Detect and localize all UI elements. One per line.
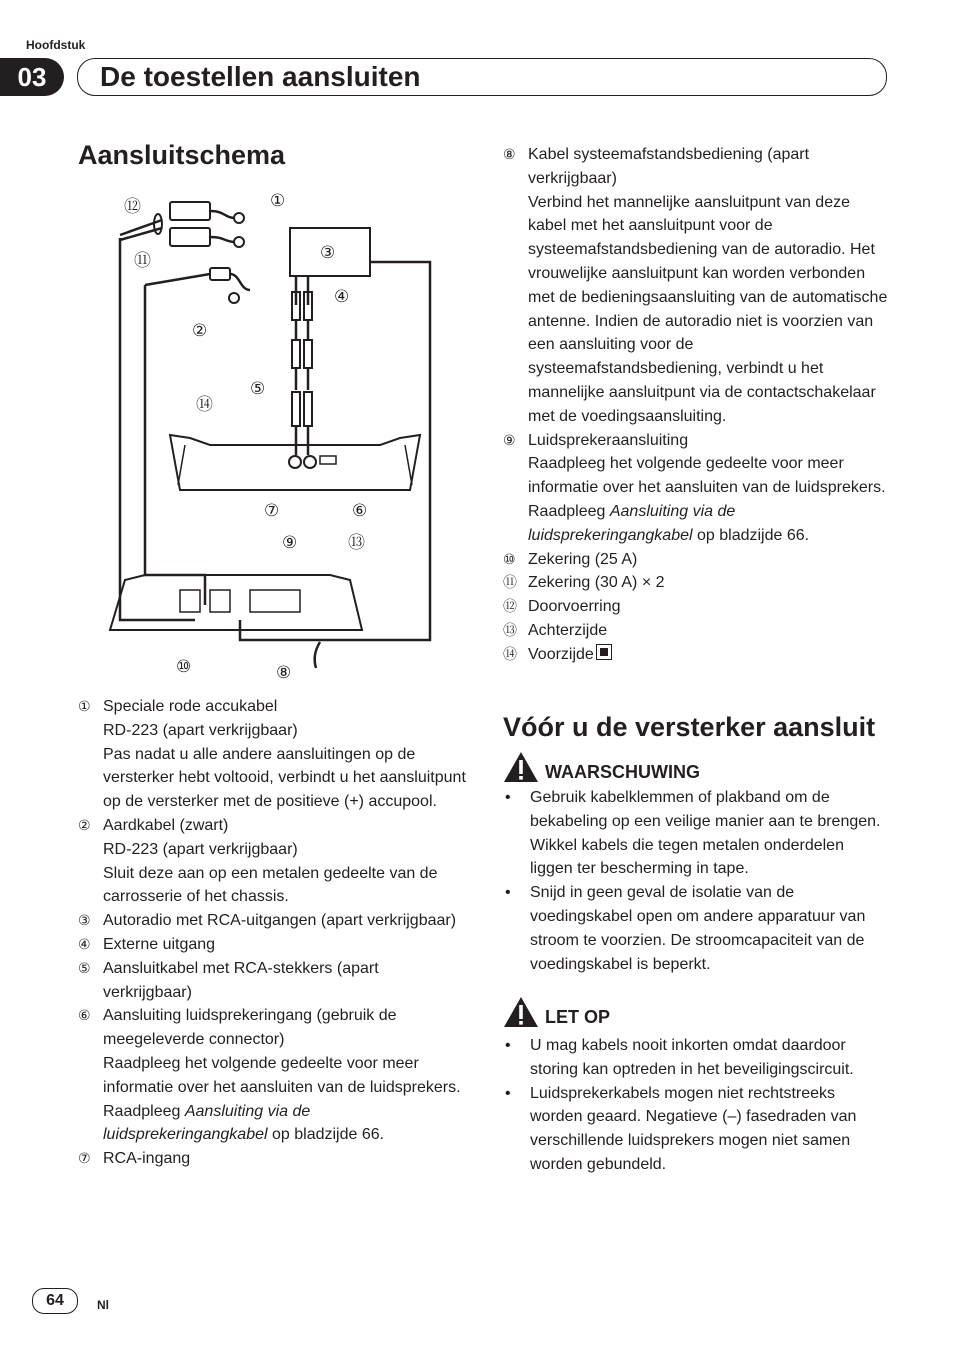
list-item: • U mag kabels nooit inkorten omdat daardoor storing kan optreden in het beveiligingscircuit. — [505, 1037, 854, 1078]
callout-3: ③ — [320, 243, 336, 263]
list-item: ⑪ Zekering (30 A) × 2 — [503, 574, 665, 592]
wiring-diagram — [100, 180, 480, 690]
chapter-number: 03 — [0, 58, 64, 96]
list-item: • Snijd in geen geval de isolatie van de voedingskabel open om andere apparatuur van stroom te voorzien. De stroomcapaciteit van de voedingskabel is beperkt. — [505, 884, 866, 973]
list-item: ⑬ Achterzijde — [503, 621, 608, 639]
list-item: ⑩ Zekering (25 A) — [503, 550, 638, 568]
callout-4: ④ — [334, 287, 350, 307]
cross-reference-link: Aansluiting via de luidsprekeringangkabel — [103, 1102, 311, 1144]
list-item: ⑤ Aansluitkabel met RCA-stekkers (apart verkrijgbaar) — [78, 959, 379, 1001]
callout-7: ⑦ — [264, 501, 280, 521]
warning-heading — [503, 750, 700, 783]
warning-list — [503, 786, 891, 976]
warning-triangle-icon — [503, 751, 539, 783]
end-square-icon — [596, 644, 612, 660]
callout-1: ① — [270, 191, 286, 211]
section-title-aansluitschema: Aansluitschema — [78, 140, 286, 170]
callout-11: ⑪ — [134, 251, 151, 271]
list-item: ② Aardkabel (zwart) RD-223 (apart verkrijgbaar) Sluit deze aan op een metalen gedeelte van de carrosserie of het chassis. — [78, 816, 438, 906]
callout-6: ⑥ — [352, 501, 368, 521]
chapter-label: Hoofdstuk — [26, 38, 86, 52]
callout-10: ⑩ — [176, 657, 192, 677]
list-item: ⑨ Luidsprekeraansluiting Raadpleeg het volgende gedeelte voor meer informatie over het aansluiten van de luidsprekers. Raadpleeg Aansluiting via de luidsprekeringangkabel op bladzijde 66. — [503, 431, 886, 544]
section-title-voor-aansluiten: Vóór u de versterker aansluit — [503, 712, 876, 742]
warning-title: WAARSCHUWING — [545, 762, 700, 782]
caution-list — [503, 1034, 891, 1177]
page-number: 64 — [32, 1288, 78, 1314]
callout-2: ② — [192, 321, 208, 341]
list-item: ④ Externe uitgang — [78, 935, 216, 953]
callout-14: ⑭ — [196, 395, 213, 415]
callout-8: ⑧ — [276, 663, 292, 683]
list-item: ⑫ Doorvoerring — [503, 598, 621, 616]
caution-heading — [503, 995, 610, 1028]
right-legend-list — [503, 143, 891, 667]
list-item: • Gebruik kabelklemmen of plakband om de bekabeling op een veilige manier aan te brengen. Wikkel kabels die tegen metalen onderdelen liggen ter bescherming in tape. — [505, 789, 881, 878]
callout-13: ⑬ — [348, 533, 365, 553]
language-code: Nl — [97, 1298, 109, 1312]
warning-triangle-icon — [503, 996, 539, 1028]
list-item: ⑭ Voorzijde — [503, 643, 891, 667]
list-item: ⑦ RCA-ingang — [78, 1150, 191, 1168]
list-item: • Luidsprekerkabels mogen niet rechtstreeks worden geaard. Negatieve (–) fasedraden van verschillende luidsprekers mogen niet samen worden gebundeld. — [505, 1084, 857, 1173]
cross-reference-link: Aansluiting via de luidsprekeringangkabel — [528, 502, 736, 544]
chapter-title: De toestellen aansluiten — [100, 61, 421, 92]
list-item: ⑧ Kabel systeemafstandsbediening (apart verkrijgbaar) Verbind het mannelijke aansluitpunt van deze kabel met het aansluitpunt voor de systeemafstandsbediening van de autoradio. Het vrouwelijke aansluitpunt kan worden verbonden met de bedieningsaansluiting van de automatische antenne. Indien de autoradio niet is voorzien van een aansluiting voor de systeemafstandsbediening, verbindt u het mannelijke aansluitpunt via de contactschakelaar met de voedingsaansluiting. — [503, 146, 888, 425]
list-item: ③ Autoradio met RCA-uitgangen (apart verkrijgbaar) — [78, 912, 457, 930]
left-legend-list — [78, 695, 466, 1171]
callout-5: ⑤ — [250, 379, 266, 399]
callout-9: ⑨ — [282, 533, 298, 553]
caution-title: LET OP — [545, 1007, 611, 1027]
callout-12: ⑫ — [124, 197, 141, 217]
list-item: ① Speciale rode accukabel RD-223 (apart verkrijgbaar) Pas nadat u alle andere aansluitingen op de versterker hebt voltooid, verbindt u het aansluitpunt op de versterker met de positieve (+) accupool. — [78, 698, 466, 811]
list-item: ⑥ Aansluiting luidsprekeringang (gebruik de meegeleverde connector) Raadpleeg het volgende gedeelte voor meer informatie over het aansluiten van de luidsprekers. Raadpleeg Aansluiting via de luidsprekeringangkabel op bladzijde 66. — [78, 1007, 461, 1144]
